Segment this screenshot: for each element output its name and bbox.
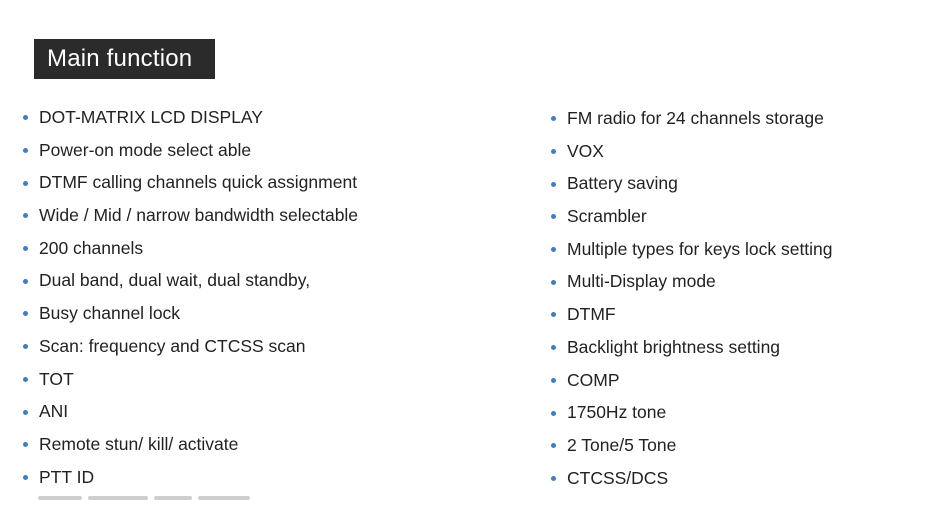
- list-item: [550, 429, 930, 462]
- list-item: [22, 134, 502, 167]
- bullet-dot-icon: [551, 312, 556, 317]
- cutoff-text-fragment: [38, 496, 82, 500]
- list-item-text: Dual band, dual wait, dual standby,: [39, 270, 311, 291]
- bullet-dot-icon: [23, 213, 28, 218]
- list-item: [550, 298, 930, 331]
- list-item: [550, 331, 930, 364]
- list-item: [550, 462, 930, 495]
- cutoff-text-fragment: [88, 496, 148, 500]
- bullet-dot-icon: [551, 280, 556, 285]
- list-item: [550, 265, 930, 298]
- list-item: [22, 166, 502, 199]
- list-item: [550, 396, 930, 429]
- list-item: [22, 428, 502, 461]
- bullet-dot-icon: [551, 443, 556, 448]
- list-item-text: Power-on mode select able: [39, 139, 252, 160]
- bullet-dot-icon: [23, 344, 28, 349]
- bullet-dot-icon: [551, 476, 556, 481]
- list-item-text: 200 channels: [39, 237, 144, 258]
- list-item: [22, 199, 502, 232]
- list-item-text: Scan: frequency and CTCSS scan: [39, 335, 306, 356]
- bullet-dot-icon: [23, 475, 28, 480]
- cutoff-next-line: [38, 496, 268, 507]
- list-item-text: Remote stun/ kill/ activate: [39, 433, 239, 454]
- feature-list-right: [550, 102, 930, 494]
- bullet-dot-icon: [551, 411, 556, 416]
- bullet-dot-icon: [551, 247, 556, 252]
- bullet-dot-icon: [23, 246, 28, 251]
- bullet-dot-icon: [23, 115, 28, 120]
- list-item: [22, 297, 502, 330]
- list-item-text: FM radio for 24 channels storage: [567, 108, 824, 128]
- section-heading: [34, 39, 215, 79]
- bullet-dot-icon: [23, 377, 28, 382]
- list-item-text: DOT-MATRIX LCD DISPLAY: [39, 107, 263, 127]
- list-item: [22, 232, 502, 265]
- bullet-dot-icon: [551, 214, 556, 219]
- list-item-text: Multiple types for keys lock setting: [567, 238, 833, 259]
- list-item-text: Scrambler: [567, 206, 647, 227]
- list-item-text: TOT: [39, 368, 74, 389]
- list-item: [22, 363, 502, 396]
- bullet-dot-icon: [551, 182, 556, 187]
- list-item-text: Busy channel lock: [39, 303, 181, 324]
- bullet-dot-icon: [551, 345, 556, 350]
- list-item-text: 1750Hz tone: [567, 402, 667, 423]
- list-item: [550, 200, 930, 233]
- list-item: [22, 330, 502, 363]
- list-item-text: VOX: [567, 140, 604, 161]
- list-item: [22, 101, 502, 134]
- list-item: [22, 461, 502, 494]
- list-item: [550, 102, 930, 135]
- list-item-text: DTMF calling channels quick assignment: [39, 172, 358, 193]
- list-item: [550, 135, 930, 168]
- list-item: [550, 364, 930, 397]
- list-item-text: CTCSS/DCS: [567, 467, 669, 488]
- list-item: [550, 167, 930, 200]
- list-item-text: ANI: [39, 401, 69, 422]
- feature-list-left: [22, 101, 502, 493]
- list-item-text: COMP: [567, 369, 620, 390]
- list-item-text: Backlight brightness setting: [567, 336, 781, 357]
- bullet-dot-icon: [551, 378, 556, 383]
- bullet-dot-icon: [23, 311, 28, 316]
- bullet-dot-icon: [23, 410, 28, 415]
- bullet-dot-icon: [23, 442, 28, 447]
- cutoff-text-fragment: [154, 496, 192, 500]
- bullet-dot-icon: [23, 279, 28, 284]
- section-heading-text: Main function: [47, 45, 193, 72]
- list-item-text: 2 Tone/5 Tone: [567, 434, 677, 455]
- bullet-dot-icon: [23, 148, 28, 153]
- list-item-text: PTT ID: [39, 466, 95, 487]
- list-item-text: DTMF: [567, 304, 616, 325]
- list-item: [22, 395, 502, 428]
- list-item-text: Battery saving: [567, 173, 678, 194]
- bullet-dot-icon: [23, 181, 28, 186]
- cutoff-text-fragment: [198, 496, 250, 500]
- bullet-dot-icon: [551, 149, 556, 154]
- list-item-text: Wide / Mid / narrow bandwidth selectable: [39, 205, 359, 226]
- bullet-dot-icon: [551, 116, 556, 121]
- list-item-text: Multi-Display mode: [567, 271, 716, 292]
- list-item: [550, 233, 930, 266]
- list-item: [22, 264, 502, 297]
